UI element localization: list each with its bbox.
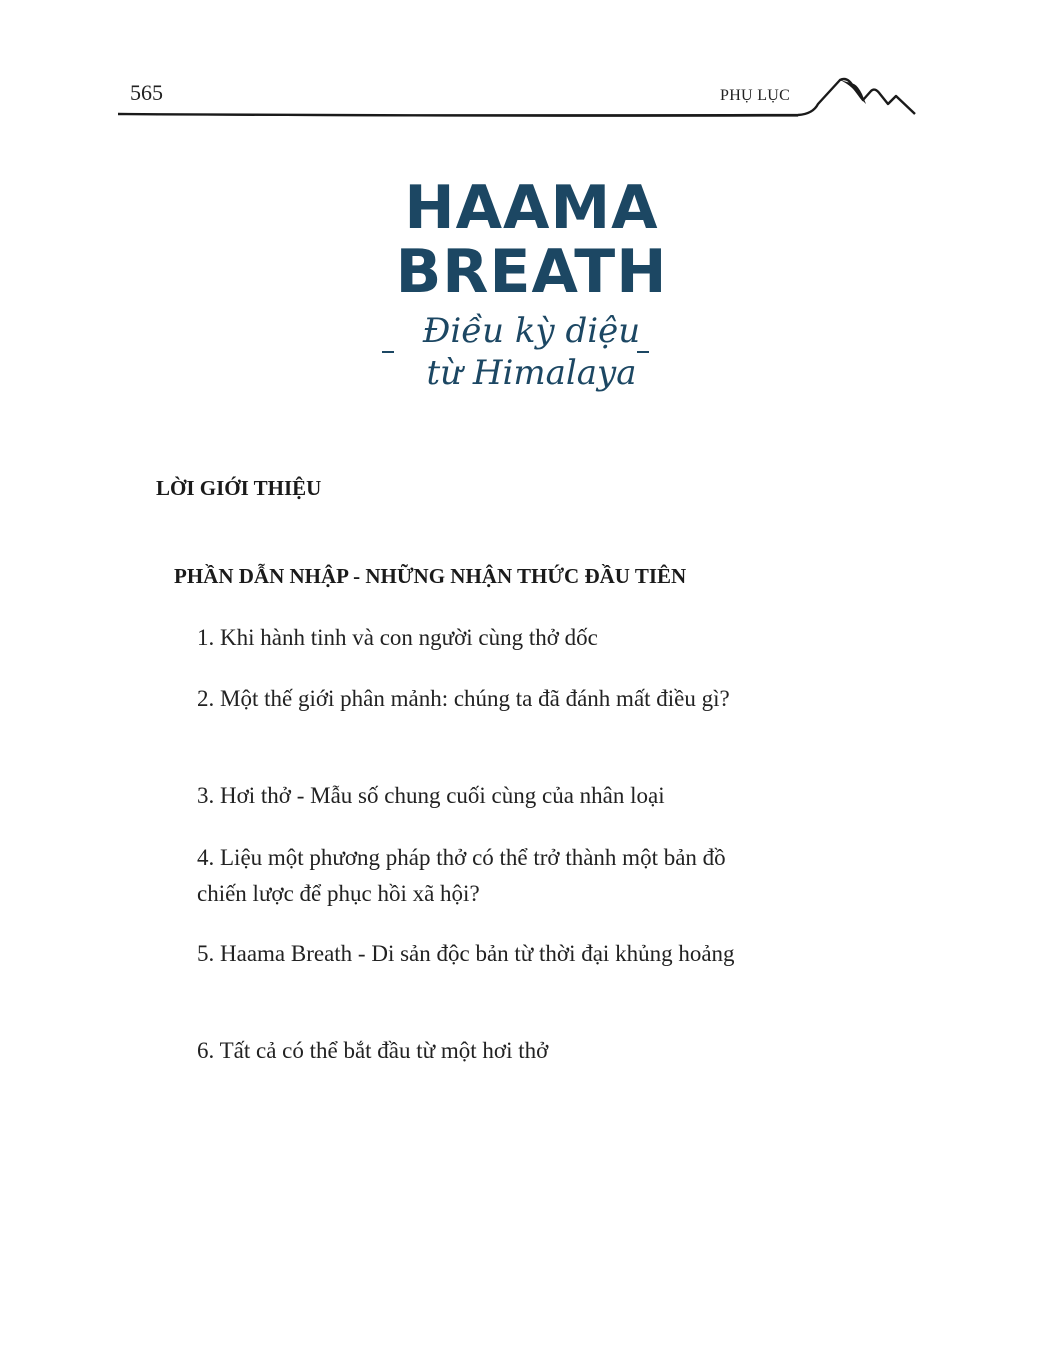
title-line-2: BREATH — [395, 237, 668, 307]
book-subtitle — [0, 310, 1063, 394]
toc-entry-title: LỜI GIỚI THIỆU — [156, 476, 322, 500]
book-title — [0, 173, 1063, 307]
toc-entry-title: 1. Khi hành tinh và con người cùng thở dốc — [197, 625, 598, 650]
toc-entry-title: 3. Hơi thở - Mẫu số chung cuối cùng của nhân loại — [197, 783, 665, 808]
subtitle-line-2: từ Himalaya — [426, 353, 637, 393]
page-number: 565 — [130, 80, 163, 105]
mountain-icon — [118, 74, 918, 120]
page-header — [0, 0, 1063, 130]
toc-entry-title: PHẦN DẪN NHẬP - NHỮNG NHẬN THỨC ĐẦU TIÊN — [174, 564, 687, 588]
toc-entry-title: 5. Haama Breath - Di sản độc bản từ thời đại khủng hoảng — [197, 941, 735, 966]
toc-entry-title: 2. Một thế giới phân mảnh: chúng ta đã đánh mất điều gì? — [197, 686, 730, 711]
toc-entry-title: 4. Liệu một phương pháp thở có thể trở thành một bản đồ chiến lược để phục hồi xã hội? — [197, 845, 726, 906]
running-head: PHỤ LỤC — [720, 87, 791, 104]
title-line-1: HAAMA — [404, 173, 659, 243]
toc-entry-title: 6. Tất cả có thể bắt đầu từ một hơi thở — [197, 1038, 549, 1063]
subtitle-line-1: Điều kỳ diệu — [422, 311, 641, 351]
